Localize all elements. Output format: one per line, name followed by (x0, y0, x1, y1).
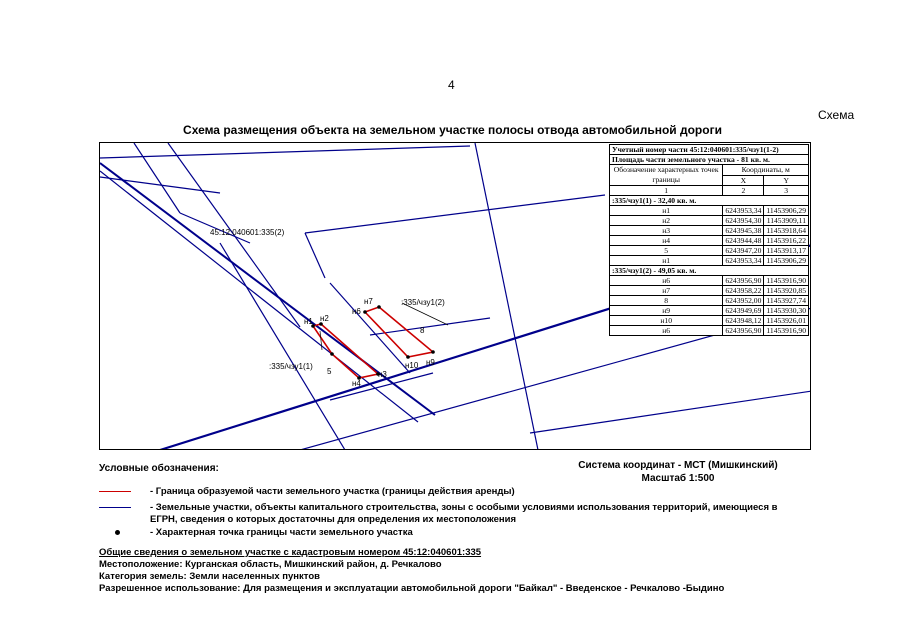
table-row (610, 296, 809, 306)
x-cell: 6243954,30 (723, 216, 764, 226)
point-cell: н6 (610, 326, 723, 336)
point-n7 (377, 305, 381, 309)
table-row (610, 236, 809, 246)
black-dot-icon (115, 530, 120, 535)
y-cell: 11453906,29 (764, 206, 809, 216)
page-number: 4 (448, 78, 455, 92)
col-number-3: 3 (764, 186, 809, 196)
leader-part1 (320, 331, 322, 350)
point-cell: 5 (610, 246, 723, 256)
part1-label: :335/чзу1(1) (269, 362, 313, 371)
table-row (610, 316, 809, 326)
table-row (610, 276, 809, 286)
table-row (610, 216, 809, 226)
y-cell: 11453906,29 (764, 256, 809, 266)
legend-title: Условные обозначения: (99, 463, 219, 474)
section2-header: :335/чзу1(2) - 49,05 кв. м. (610, 266, 809, 276)
section1-header: :335/чзу1(1) - 32,40 кв. м. (610, 196, 809, 206)
parcel-bottom-line (530, 391, 811, 433)
table-row (610, 306, 809, 316)
scale-label: Масштаб 1:500 (641, 473, 715, 484)
table-row (610, 246, 809, 256)
blue-line-icon (99, 507, 131, 508)
point-cell: н3 (610, 226, 723, 236)
parcel-right-vertical (475, 143, 538, 450)
x-cell: 6243945,38 (723, 226, 764, 236)
legend-item-point (95, 527, 815, 539)
point-cell: н1 (610, 256, 723, 266)
y-cell: 11453920,85 (764, 286, 809, 296)
parcel-number-label: 45:12:040601:335(2) (210, 228, 285, 237)
map-panel (99, 142, 811, 450)
y-cell: 11453909,11 (764, 216, 809, 226)
info-location: Местоположение: Курганская область, Мишкинский район, д. Речкалово (99, 559, 442, 570)
label-8: 8 (420, 326, 425, 335)
y-cell: 11453913,17 (764, 246, 809, 256)
legend-item-egrn-objects (95, 502, 815, 526)
y-cell: 11453916,90 (764, 326, 809, 336)
label-n10: н10 (405, 361, 419, 370)
y-cell: 11453918,64 (764, 226, 809, 236)
x-cell: 6243952,00 (723, 296, 764, 306)
legend-item-part-boundary (95, 486, 815, 498)
parcel-upper-boundary (305, 195, 605, 233)
area-row: Площадь части земельного участка - 81 кв. м. (610, 155, 809, 165)
coordinate-system: Система координат - МСТ (Мишкинский) (578, 460, 778, 471)
parcel-corner-edge (305, 233, 325, 278)
part1-polygon (313, 324, 378, 378)
point-cell: н2 (610, 216, 723, 226)
x-cell: 6243948,12 (723, 316, 764, 326)
schema-title: Схема размещения объекта на земельном участке полосы отвода автомобильной дороги (183, 123, 722, 137)
point-n10 (406, 355, 410, 359)
point-5 (330, 352, 334, 356)
x-cell: 6243947,20 (723, 246, 764, 256)
x-cell: 6243949,69 (723, 306, 764, 316)
label-n6: н6 (352, 307, 361, 316)
table-row (610, 206, 809, 216)
x-cell: 6243944,48 (723, 236, 764, 246)
point-cell: н6 (610, 276, 723, 286)
label-n7: н7 (364, 297, 373, 306)
label-n1: н1 (304, 317, 313, 326)
map-labels (210, 228, 445, 388)
account-number-row: Учетный номер части 45:12:040601:335/чзу1(1-2) (610, 145, 809, 155)
y-cell: 11453930,30 (764, 306, 809, 316)
designation-header: Обозначение характерных точек границы (610, 165, 723, 186)
y-cell: 11453916,90 (764, 276, 809, 286)
table-row (610, 326, 809, 336)
info-category: Категория земель: Земли населенных пунктов (99, 571, 320, 582)
table-row (610, 286, 809, 296)
table-row (610, 226, 809, 236)
x-cell: 6243953,34 (723, 256, 764, 266)
col-number-1: 1 (610, 186, 723, 196)
point-cell: н7 (610, 286, 723, 296)
point-cell: н1 (610, 206, 723, 216)
parcel-top-line (100, 146, 470, 158)
x-cell: 6243953,34 (723, 206, 764, 216)
x-cell: 6243956,90 (723, 276, 764, 286)
point-n6 (363, 310, 367, 314)
point-cell: н10 (610, 316, 723, 326)
point-cell: н4 (610, 236, 723, 246)
parcel-diag-1 (134, 143, 180, 213)
y-cell: 11453926,01 (764, 316, 809, 326)
point-cell: 8 (610, 296, 723, 306)
legend-text: - Земельные участки, объекты капитального строительства, зоны с особыми условиями использования территорий, имеющиеся в ЕГРН, сведения о которых достаточны для определения их местоположения (150, 502, 778, 525)
y-header: Y (764, 175, 809, 186)
red-line-icon (99, 491, 131, 492)
point-n9 (431, 350, 435, 354)
coords-header: Координаты, м (723, 165, 809, 176)
table-row (610, 256, 809, 266)
info-usage: Разрешенное использование: Для размещения и эксплуатации автомобильной дороги "Байкал" - Введенское - Речкалово -Быдино (99, 583, 725, 594)
y-cell: 11453916,22 (764, 236, 809, 246)
legend-text: - Граница образуемой части земельного участка (границы действия аренды) (150, 486, 515, 497)
label-n4: н4 (352, 379, 361, 388)
label-n3: н3 (378, 370, 387, 379)
y-cell: 11453927,74 (764, 296, 809, 306)
point-cell: н9 (610, 306, 723, 316)
x-cell: 6243956,90 (723, 326, 764, 336)
coordinates-table (609, 144, 809, 336)
col-number-2: 2 (723, 186, 764, 196)
parcel-inner-boundary (370, 318, 490, 335)
legend-text: - Характерная точка границы части земельного участка (150, 527, 413, 538)
label-5: 5 (327, 367, 332, 376)
part2-label: :335/чзу1(2) (401, 298, 445, 307)
coordinate-system-block (578, 459, 778, 485)
info-header: Общие сведения о земельном участке с кадастровым номером 45:12:040601:335 (99, 547, 482, 558)
x-header: X (723, 175, 764, 186)
label-n9: н9 (426, 358, 435, 367)
x-cell: 6243958,22 (723, 286, 764, 296)
corner-label: Схема (818, 108, 855, 122)
label-n2: н2 (320, 314, 329, 323)
